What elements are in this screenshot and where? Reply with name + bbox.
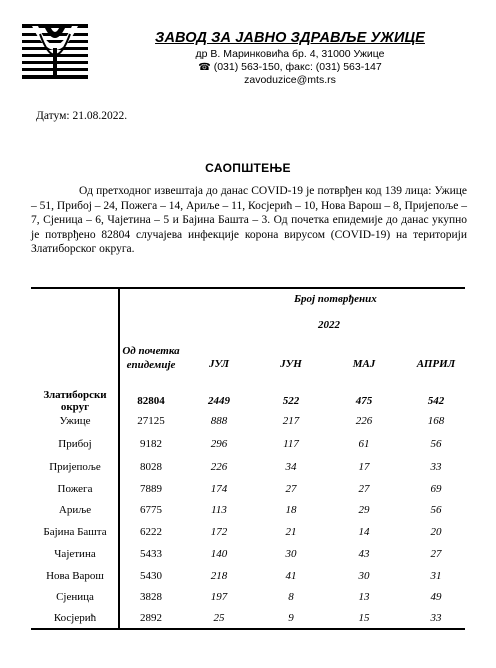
institution-phone-line [140,61,440,74]
row-month-value: 13 [358,591,370,603]
row-month-value: 49 [430,591,442,603]
row-month-value: 43 [358,548,370,560]
row-label: Чајетина [54,548,96,560]
row-month-value: 522 [282,395,300,407]
row-month-value: 30 [358,570,370,582]
row-month-value: 17 [358,461,370,473]
row-total: 27125 [137,415,165,427]
table-year-header: 2022 [318,319,340,331]
row-total: 7889 [140,483,162,495]
row-month-value: 888 [210,415,228,427]
row-label: Пријепоље [49,461,101,473]
month-header: АПРИЛ [416,358,456,370]
row-month-value: 41 [285,570,297,582]
row-month-value: 34 [285,461,297,473]
table-group-header: Број потврђених [294,293,377,305]
row-total: 6775 [140,504,162,516]
table-divider [118,289,120,628]
row-month-value: 61 [358,438,370,450]
row-month-value: 25 [213,612,225,624]
row-month-value: 69 [430,483,442,495]
row-month-value: 113 [211,504,227,516]
row-month-value: 56 [430,504,442,516]
row-label: Нова Варош [46,570,104,582]
table-start-header: Од почетка епидемије [122,345,180,371]
row-total: 9182 [140,438,162,450]
row-month-value: 30 [285,548,297,560]
row-label: Пожега [57,483,93,495]
institution-email: zavoduzice@mts.rs [244,74,336,86]
row-month-value: 2449 [208,395,230,407]
row-month-value: 218 [210,570,228,582]
row-label: Бајина Башта [43,526,107,538]
row-month-value: 20 [430,526,442,538]
row-month-value: 15 [358,612,370,624]
row-month-value: 27 [358,483,370,495]
row-label: Ужице [59,415,91,427]
document-date: Датум: 21.08.2022. [36,110,128,122]
row-month-value: 9 [288,612,294,624]
row-month-value: 168 [427,415,445,427]
row-month-value: 140 [210,548,228,560]
row-month-value: 18 [285,504,297,516]
row-label: Ариље [58,504,92,516]
row-month-value: 172 [210,526,228,538]
row-total: 2892 [140,612,162,624]
row-month-value: 117 [283,438,299,450]
row-month-value: 27 [430,548,442,560]
row-month-value: 56 [430,438,442,450]
phone-icon: ☎ [198,62,211,73]
row-total: 82804 [137,395,165,407]
row-month-value: 27 [285,483,297,495]
row-month-value: 197 [210,591,228,603]
row-total: 5430 [140,570,162,582]
row-month-value: 29 [358,504,370,516]
row-total: 3828 [140,591,162,603]
row-month-value: 226 [355,415,373,427]
institution-phone-fax: (031) 563-150, факс: (031) 563-147 [213,61,382,73]
institution-header [140,30,440,87]
institute-logo-icon [22,24,88,80]
row-label: Сјеница [56,591,94,603]
month-header: МАЈ [352,358,376,370]
row-month-value: 217 [282,415,300,427]
row-month-value: 8 [288,591,294,603]
document-title: САОПШТЕЊЕ [205,161,291,175]
cases-table [31,287,465,630]
row-month-value: 14 [358,526,370,538]
institution-name: ЗАВОД ЗА ЈАВНО ЗДРАВЉЕ УЖИЦЕ [155,30,425,46]
month-header: ЈУЛ [209,358,229,370]
month-header: ЈУН [280,358,302,370]
row-month-value: 31 [430,570,442,582]
row-month-value: 21 [285,526,297,538]
row-month-value: 33 [430,461,442,473]
row-month-value: 174 [210,483,228,495]
report-paragraph: Од претходног извештаја до данас COVID-19 је потврђен код 139 лица: Ужице – 51, Прибој – 24, Пожега – 14, Ариље – 11, Косјерић – 10, Нова Варош – 8, Пријепоље – 7, Сјеница – 6, Чајетина – 5 и Бајина Башта – 3. Од почетка епидемије до данас укупно је потврђено 82804 случајева инфекције корона вирусом (COVID-19) на територији Златиборског округа. [31,185,467,256]
row-month-value: 475 [355,395,373,407]
institution-address: др В. Маринковића бр. 4, 31000 Ужице [195,48,385,60]
row-total: 5433 [140,548,162,560]
row-month-value: 296 [210,438,228,450]
row-month-value: 226 [210,461,228,473]
row-label: Косјерић [53,612,97,624]
row-label: Златиборски округ [43,389,107,413]
row-month-value: 542 [427,395,445,407]
row-total: 8028 [140,461,162,473]
row-label: Прибој [58,438,92,450]
row-total: 6222 [140,526,162,538]
row-month-value: 33 [430,612,442,624]
